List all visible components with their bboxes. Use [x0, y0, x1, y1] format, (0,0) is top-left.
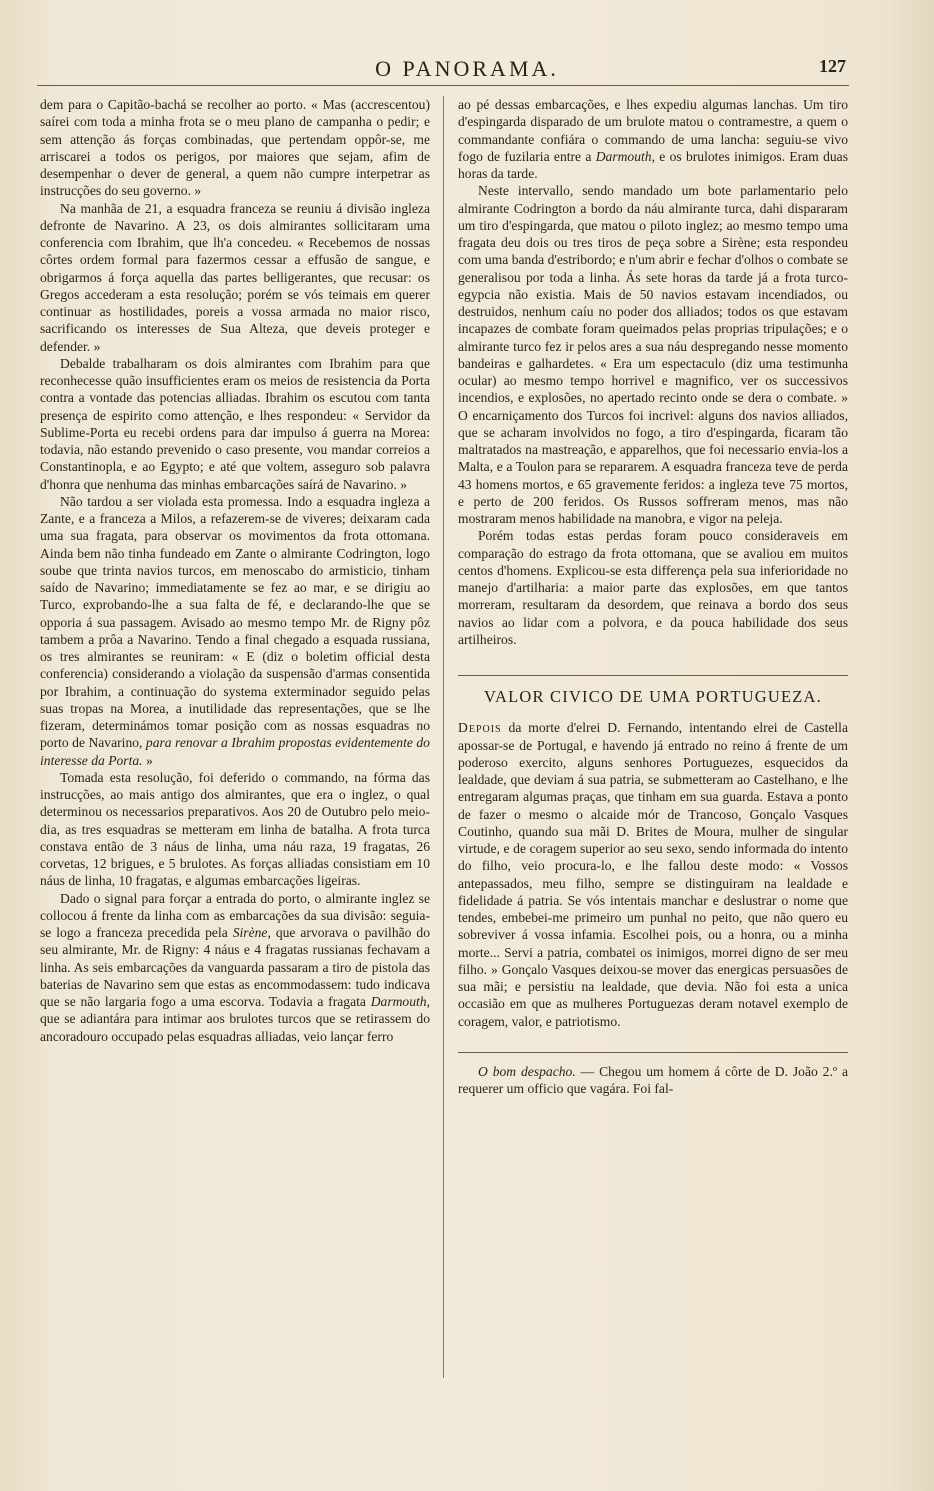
italic-quote: para renovar a Ibrahim propostas evidentemente do interesse da Porta.	[40, 735, 430, 768]
section-title: VALOR CIVICO DE UMA PORTUGUEZA.	[484, 687, 822, 706]
page-number: 127	[819, 56, 846, 76]
ship-name: Darmouth	[370, 994, 427, 1009]
paragraph: Tomada esta resolução, foi deferido o commando, na fórma das instrucções, ao mais antigo dos almirantes, que era o inglez, o qual determinou os necessarios preparativos. Aos 20 de Outubro pelo meio-dia, as tres esquadras se metteram em linha de batalha. A frota turca constava então de 3 náus de linha, uma náu raza, 19 fragatas, 26 corvetas, 12 brigues, e 5 brulotes. As forças alliadas consistiam em 10 náus de linha, 10 fragatas, e algumas embarcações ligeiras.	[40, 769, 430, 889]
paragraph-text: Dado o signal para forçar a entrada do porto, o almirante inglez se collocou á frente da linha com as embarcações da sua divisão: seguia-se logo a franceza precedida pela	[40, 890, 430, 940]
paragraph	[40, 890, 430, 1045]
paragraph-text: da morte d'elrei D. Fernando, intentando elrei de Castella apossar-se de Portugal, e havendo já entrado no reino á frente de um poderoso exercito, alguns senhores Portuguezes, esquecidos da lealdade, que deviam á sua patria, se submetteram ao Castelhano, e lhe entregaram algumas praças, que tinham em sua guarda. Estava a ponto de fazer o mesmo o alcaide mór de Trancoso, Gonçalo Vasques Coutinho, quando sua mãi D. Brites de Moura, mulher de singular virtude, e de coragem superior ao seu sexo, sendo informada do intento do filho, veio procura-lo, e lhe fallou deste modo: « Vossos antepassados, meu filho, sempre se distinguiram na lealdade e fidelidade á patria. Se vós intentais manchar e deslustrar o nome que tendes, embebei-me primeiro um punhal no peito, que não quero eu sobreviver á vossa infamia. Escolhei pois, ou a honra, ou a minha morte... Servi a patria, combatei os inimigos, morrei digno de ser meu filho. » Gonçalo Vasques deixou-se mover das energicas persuasões de sua mãi; e persistiu na lealdade, que devia. Não foi esta a unica occasião em que as mulheres Portuguezas deram notavel exemplo de coragem, valor, e patriotismo.	[458, 720, 848, 1029]
ship-name: Sirène	[232, 925, 268, 940]
paragraph-text: — Chegou um homem á côrte de D. João 2.º a requerer um officio que vagára. Foi fal-	[458, 1063, 849, 1096]
anecdote-title: O bom despacho.	[478, 1063, 576, 1079]
header-rule	[37, 85, 849, 86]
paragraph: Debalde trabalharam os dois almirantes com Ibrahim para que reconhecesse quão insufficientes eram os meios de resistencia da Porta contra a vontade das potencias alliadas. Ibrahim os escutou com tanta presença de espirito como attenção, e lhes respondeu: « Servidor da Sublime-Porta eu recebi ordens para dar impulso á guerra na Morea: todavia, não estando prevenido o caso presente, vou mandar correios a Constantinopla, e ao Egypto; e até que voltem, asseguro sob palavra d'honra que nenhuma das minhas embarcações saírá de Navarino. »	[40, 355, 430, 492]
paragraph	[40, 493, 430, 769]
quote-close: »	[142, 752, 153, 768]
paragraph-text: Não tardou a ser violada esta promessa. Indo a esquadra ingleza a Zante, e a franceza a Milos, a refazerem-se de viveres; deixaram cada uma sua fragata, para observar os movimentos da frota ottomana. Ainda bem não tinha fundeado em Zante o almirante Codrington, logo soube que trinta navios turcos, em menoscabo do armisticio, tinham saído de Navarino; immediatamente se fez ao mar, e se dirigiu ao Turco, exprobando-lhe a sua falta de fé, e declarando-lhe que se opporia á sua passagem. Avisado ao mesmo tempo Mr. de Rigny pôz tambem a prôa a Navarino. Tendo a final chegado a esquada russiana, os tres almirantes se reuniram: « E (diz o boletim official desta conferencia) considerando a violação da suspensão d'armas consentida por Ibrahim, a continuação do systema exterminador seguido pelas suas tropas na Morea, a inutilidade das representações, que se lhe fizeram, determinámos tomar posição com as nossas esquadras no porto de Navarino,	[40, 493, 430, 751]
column-divider	[443, 96, 444, 1378]
paragraph-text: , e os brulotes inimigos. Eram duas horas da tarde.	[458, 148, 848, 181]
right-column	[458, 96, 848, 1097]
left-column	[40, 96, 430, 1045]
paragraph: Neste intervallo, sendo mandado um bote parlamentario pelo almirante Codrington a bordo da náu almirante turca, dahi dispararam um tiro d'espingarda, que matou o piloto inglez; ao mesmo tempo uma fragata deu dois ou tres tiros de peça sobre a Sirène; esta respondeu com uma banda d'estribordo; e n'um abrir e fechar d'olhos o combate se generalisou por toda a linha. Ás sete horas da tarde já a frota turco-egypcia não existia. Mais de 50 navios estavam incendiados, ou destruidos, nenhum caíu no poder dos alliados; todos os que estavam incapazes de combate foram queimados pelas proprias tripulações; e o almirante turco fez ir pelos ares a sua náu despregando nesse momento bandeiras e galhardetes. « Era um espectaculo (diz uma testimunha ocular) ao mesmo tempo horrivel e magnifico, ver os successivos incendios, e explosões, no apertado recinto onde se dera o combate. » O encarniçamento dos Turcos foi incrivel: alguns dos navios alliados, que se acharam involvidos no fogo, a tiro d'espingarda, ficaram tão maltratados na mastreação, e apparelhos, que foi necessario envia-los a Malta, e a Toulon para se repararem. A esquadra franceza teve de perda 43 homens mortos, e 65 gravemente feridos: a ingleza teve 75 mortos, e perto de 200 feridos. Os Russos soffreram menos, mas não mostraram menos habilidade na manobra, e vigor na peleja.	[458, 183, 848, 526]
paragraph-text: , que arvorava o pavilhão do seu almirante, Mr. de Rigny: 4 náus e 4 fragatas russianas fechavam a linha. As seis embarcações da vanguarda passaram a tiro de pistola das baterias de Navarino sem que estas as encommodassem: tudo indicava que se não largaria fogo a uma escorva. Todavia a fragata	[40, 925, 430, 1009]
section-rule	[458, 675, 848, 676]
paragraph: dem para o Capitão-bachá se recolher ao porto. « Mas (accrescentou) saírei com toda a minha frota se o meu plano de campanha o pedir; e sem attenção ás forças combinadas, que pertendam oppôr-se, me arriscarei a todos os perigos, por maiores que sejam, afim de desempenhar o dever de general, a quem não cumpre interpetrar as instrucções do seu governo. »	[40, 97, 430, 199]
publication-title: O PANORAMA.	[375, 56, 559, 81]
paragraph: Porém todas estas perdas foram pouco consideraveis em comparação do estrago da frota ottomana, que se avaliou em muitos centos d'homens. Explicou-se esta differença pela sua inferioridade no manejo d'artilharia: a maior parte das explosões, em que tantos morreram, resultaram da desordem, que reinava a bordo dos seus navios ao lidar com a polvora, e da pouca habilidade dos seus artilheiros.	[458, 528, 848, 647]
drop-word: Depois	[458, 720, 502, 736]
page-header	[0, 56, 934, 86]
paragraph	[458, 719, 848, 1030]
ship-name: Darmouth	[595, 148, 652, 164]
paragraph	[458, 1063, 848, 1098]
paragraph-text: , que se adiantára para intimar aos brulotes turcos que se retirassem do ancoradouro occupado pelas esquadras alliadas, veio lançar ferro	[40, 994, 430, 1044]
section-rule	[458, 1052, 848, 1053]
paragraph-text: ao pé dessas embarcações, e lhes expediu algumas lanchas. Um tiro d'espingarda disparado de um brulote matou o contramestre, a quem o commandante confiára o commando de uma lancha: seguiu-se vivo fogo de fuzilaria entre a	[458, 97, 848, 164]
paragraph	[458, 96, 848, 182]
paragraph: Na manhãa de 21, a esquadra franceza se reuniu á divisão ingleza defronte de Navarino. A 23, os dois almirantes sollicitaram uma conferencia com Ibrahim, que lh'a concedeu. « Recebemos de nossas côrtes ordem formal para fazermos cessar a effusão de sangue, e obrigarmos á força aquella das partes belligerantes, que recusar: os Gregos accederam a esta resolução; porém se vós teimais em querer continuar as hostilidades, poreis a vossa armada no maior risco, sacrificando os interesses de Sua Alteza, que deveis proteger e defender. »	[40, 200, 430, 354]
